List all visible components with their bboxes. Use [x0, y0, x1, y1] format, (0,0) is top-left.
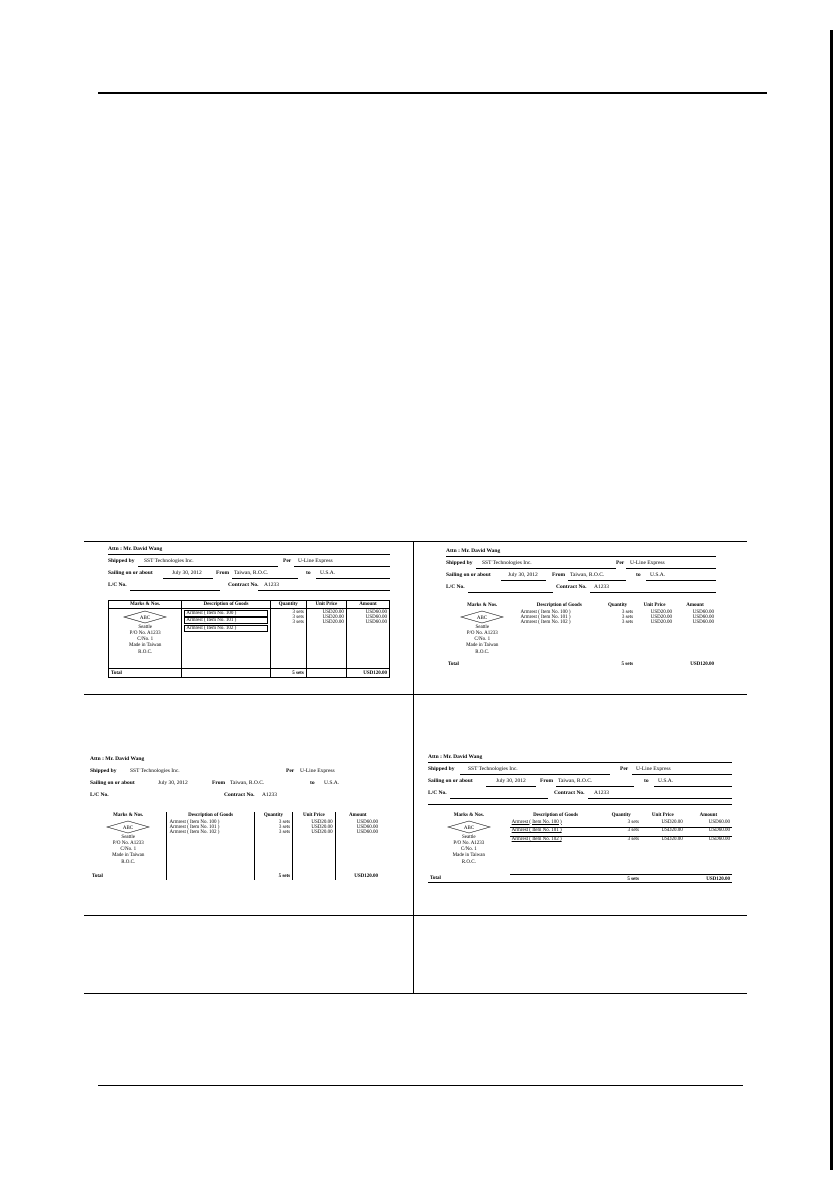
invoice-sample-no-lines: Attn : Mr. David Wang Shipped by SST Technologies Inc. Per U-Line Express Sailing on or about July 30, 2012 From Taiwan, R.O.C. to U.S.A. L/C No. Contract No. A1233 Marks & Nos. Description of Goods Quantity Unit Price Amount ABC Seattle P/O No. A1233 C/No. 1 Made in Taiwan R.O.C. Armrest ( Item No. 100 ) Armrest ( Item No. 101 ) Armrest ( Item No. 102 ) 3 sets 3 sets 3 sets USD20.00 USD20.00 USD20.00 USD60.00 USD60.00 USD60.00 Total 5 sets USD120.00 [446, 548, 714, 667]
invoice-sample-horizontal-lines: Attn : Mr. David Wang Shipped by SST Technologies Inc. Per U-Line Express Sailing on or about July 30, 2012 From Taiwan, R.O.C. to U.S.A. L/C No. Contract No. A1233 Marks & Nos. Description of Goods Quantity Unit Price Amount ABC Seattle P/O No. A1233 C/No. 1 Made in Taiwan R.O.C. Armrest ( Item No. 100 ) 3 sets USD20.00 USD60.00 Armrest ( Item No. 101 ) 3 sets USD20.00 USD60.00 Armrest ( Item No. 102 ) 3 sets USD20.00 USD60.00 Total 5 sets USD120.00 [428, 754, 730, 882]
grid-bottom-line [84, 993, 747, 994]
attn-line: Attn : Mr. David Wang [108, 546, 163, 552]
goods-table: Marks & Nos. Description of Goods Quantity Unit Price Amount ABC Seattle P/O No. A1233 C/No. 1 Made in Taiwan R.O.C. Armrest ( Item No. 100 ) Armrest ( Item No. 101 ) Armrest ( Item No. 102 ) 3 sets 3 sets 3 sets USD20.00 USD20.00 USD20.00 USD60.00 USD60.00 USD60.00 Total 5 sets USD120.00 [92, 813, 378, 879]
abc-diamond-logo [123, 610, 167, 624]
goods-table: Marks & Nos. Description of Goods Quantity Unit Price Amount ABC Seattle P/O No. A1233 C/No. 1 Made in Taiwan R.O.C. Armrest ( Item No. 100 ) 3 sets USD20.00 USD60.00 Armrest ( Item No. 101 ) 3 sets USD20.00 USD60.00 Armrest ( Item No. 102 ) 3 sets USD20.00 USD60.00 Total 5 sets USD120.00 [430, 813, 730, 882]
footer-rule [98, 1085, 743, 1086]
to-label: to [306, 570, 311, 576]
sailing-label: Sailing on or about [108, 570, 153, 576]
invoice-sample-full-grid [108, 544, 398, 678]
svg-text:ABC: ABC [123, 825, 134, 831]
grid-center-line [413, 541, 414, 993]
grid-row2-line [84, 915, 747, 916]
abc-diamond-logo [106, 820, 150, 834]
goods-table: Marks & Nos. Description of Goods Quantity Unit Price Amount ABC Seattle P/O No. A1233 C/No. 1 Made in Taiwan R.O.C. Armrest ( Item No. 100 ) Armrest ( Item No. 101 ) Armrest ( Item No. 102 ) 3 sets 3 sets 3 sets USD20.00 USD20.00 USD20.00 USD60.00 USD60.00 USD60.00 Total 5 sets USD120.00 [108, 600, 390, 678]
invoice-sample-vertical-lines: Attn : Mr. David Wang Shipped by SST Technologies Inc. Per U-Line Express Sailing on or about July 30, 2012 From Taiwan, R.O.C. to U.S.A. L/C No. Contract No. A1233 Marks & Nos. Description of Goods Quantity Unit Price Amount ABC Seattle P/O No. A1233 C/No. 1 Made in Taiwan R.O.C. Armrest ( Item No. 100 ) Armrest ( Item No. 101 ) Armrest ( Item No. 102 ) 3 sets 3 sets 3 sets USD20.00 USD20.00 USD20.00 USD60.00 USD60.00 USD60.00 Total 5 sets USD120.00 [90, 756, 378, 879]
side-margin-mark [830, 30, 833, 1170]
abc-diamond-logo [460, 610, 504, 624]
shipped-label: Shipped by [108, 558, 135, 564]
svg-text:ABC: ABC [463, 825, 474, 831]
per-value: U-Line Express [298, 558, 333, 564]
abc-diamond-logo [447, 820, 491, 834]
contract-value: A1233 [264, 582, 279, 588]
lc-label: L/C No. [108, 582, 127, 588]
svg-text:ABC: ABC [477, 615, 488, 621]
from-label: From [216, 570, 230, 576]
per-label: Per [283, 558, 292, 564]
contract-label: Contract No. [228, 582, 259, 588]
from-value: Taiwan, R.O.C. [234, 570, 269, 576]
svg-text:ABC: ABC [140, 615, 151, 621]
sailing-value: July 30, 2012 [172, 570, 202, 576]
goods-table: Marks & Nos. Description of Goods Quantity Unit Price Amount ABC Seattle P/O No. A1233 C/No. 1 Made in Taiwan R.O.C. Armrest ( Item No. 100 ) Armrest ( Item No. 101 ) Armrest ( Item No. 102 ) 3 sets 3 sets 3 sets USD20.00 USD20.00 USD20.00 USD60.00 USD60.00 USD60.00 Total 5 sets USD120.00 [448, 603, 714, 667]
shipped-value: SST Technologies Inc. [144, 558, 194, 564]
grid-top-line [84, 541, 747, 542]
grid-row1-line [84, 694, 747, 695]
to-value: U.S.A. [320, 570, 336, 576]
header-rule [98, 92, 767, 94]
